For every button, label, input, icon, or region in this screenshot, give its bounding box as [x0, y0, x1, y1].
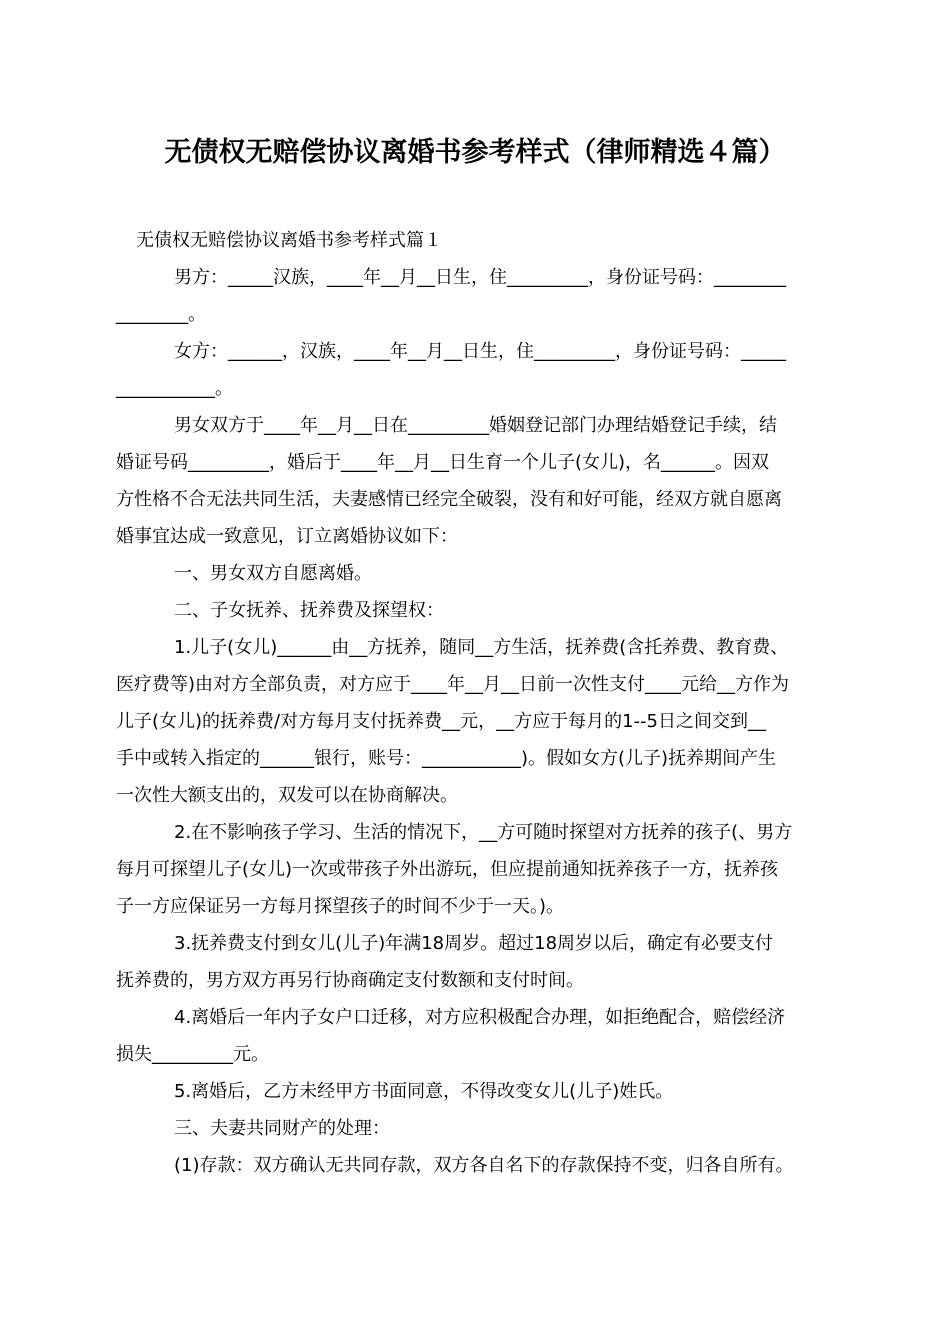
paragraph-line: 手中或转入指定的______银行，账号：___________)。假如女方(儿子)抚养期间产生: [116, 748, 777, 769]
clause-heading: 一、男女双方自愿离婚。: [174, 563, 372, 584]
paragraph-line: 子一方应保证另一方每月探望孩子的时间不少于一天。)。: [116, 896, 565, 917]
paragraph-line: 婚证号码_________，婚后于____年__月__日生育一个儿子(女儿)，名______。因双: [116, 452, 770, 473]
paragraph-line: 婚事宜达成一致意见，订立离婚协议如下：: [116, 526, 458, 547]
paragraph-line: 医疗费等)由对方全部负责，对方应于____年__月__日前一次性支付____元给__方作为: [116, 674, 790, 695]
paragraph-line: (1)存款：双方确认无共同存款，双方各自名下的存款保持不变，归各自所有。: [174, 1155, 794, 1176]
paragraph-line: 男女双方于____年__月__日在_________婚姻登记部门办理结婚登记手续，结: [174, 415, 777, 436]
paragraph-line: 4.离婚后一年内子女户口迁移，对方应积极配合办理，如拒绝配合，赔偿经济: [174, 1007, 786, 1028]
paragraph-line: 1.儿子(女儿)______由__方抚养，随同__方生活，抚养费(含托养费、教育费、: [174, 637, 789, 658]
paragraph-line: 一次性大额支出的，双发可以在协商解决。: [116, 785, 458, 806]
clause-heading: 二、子女抚养、抚养费及探望权：: [174, 600, 444, 621]
paragraph-line: 损失_________元。: [116, 1044, 269, 1065]
paragraph-line: 5.离婚后，乙方未经甲方书面同意，不得改变女儿(儿子)姓氏。: [174, 1081, 674, 1102]
paragraph-line: ___________。: [116, 378, 233, 399]
document-title: 无债权无赔偿协议离婚书参考样式（律师精选４篇）: [164, 137, 786, 168]
paragraph-line: 每月可探望儿子(女儿)一次或带孩子外出游玩，但应提前通知抚养孩子一方，抚养孩: [116, 859, 779, 880]
paragraph-line: 3.抚养费支付到女儿(儿子)年满18周岁。超过18周岁以后，确定有必要支付: [174, 933, 774, 954]
paragraph-line: 女方：______，汉族，____年__月__日生，住_________，身份证号码：_____: [174, 341, 786, 362]
paragraph-line: 抚养费的，男方双方再另行协商确定支付数额和支付时间。: [116, 970, 584, 991]
paragraph-line: 男方：_____汉族，____年__月__日生，住_________，身份证号码：________: [174, 267, 786, 288]
paragraph-line: 2.在不影响孩子学习、生活的情况下，__方可随时探望对方抚养的孩子(、男方: [174, 822, 793, 843]
paragraph-line: 儿子(女儿)的抚养费/对方每月支付抚养费__元，__方应于每月的1--5日之间交到__: [116, 711, 767, 732]
clause-heading: 三、夫妻共同财产的处理：: [174, 1118, 390, 1139]
section-heading: 无债权无赔偿协议离婚书参考样式篇１: [136, 230, 442, 251]
paragraph-line: ________。: [116, 304, 206, 325]
paragraph-line: 方性格不合无法共同生活，夫妻感情已经完全破裂，没有和好可能，经双方就自愿离: [116, 489, 782, 510]
